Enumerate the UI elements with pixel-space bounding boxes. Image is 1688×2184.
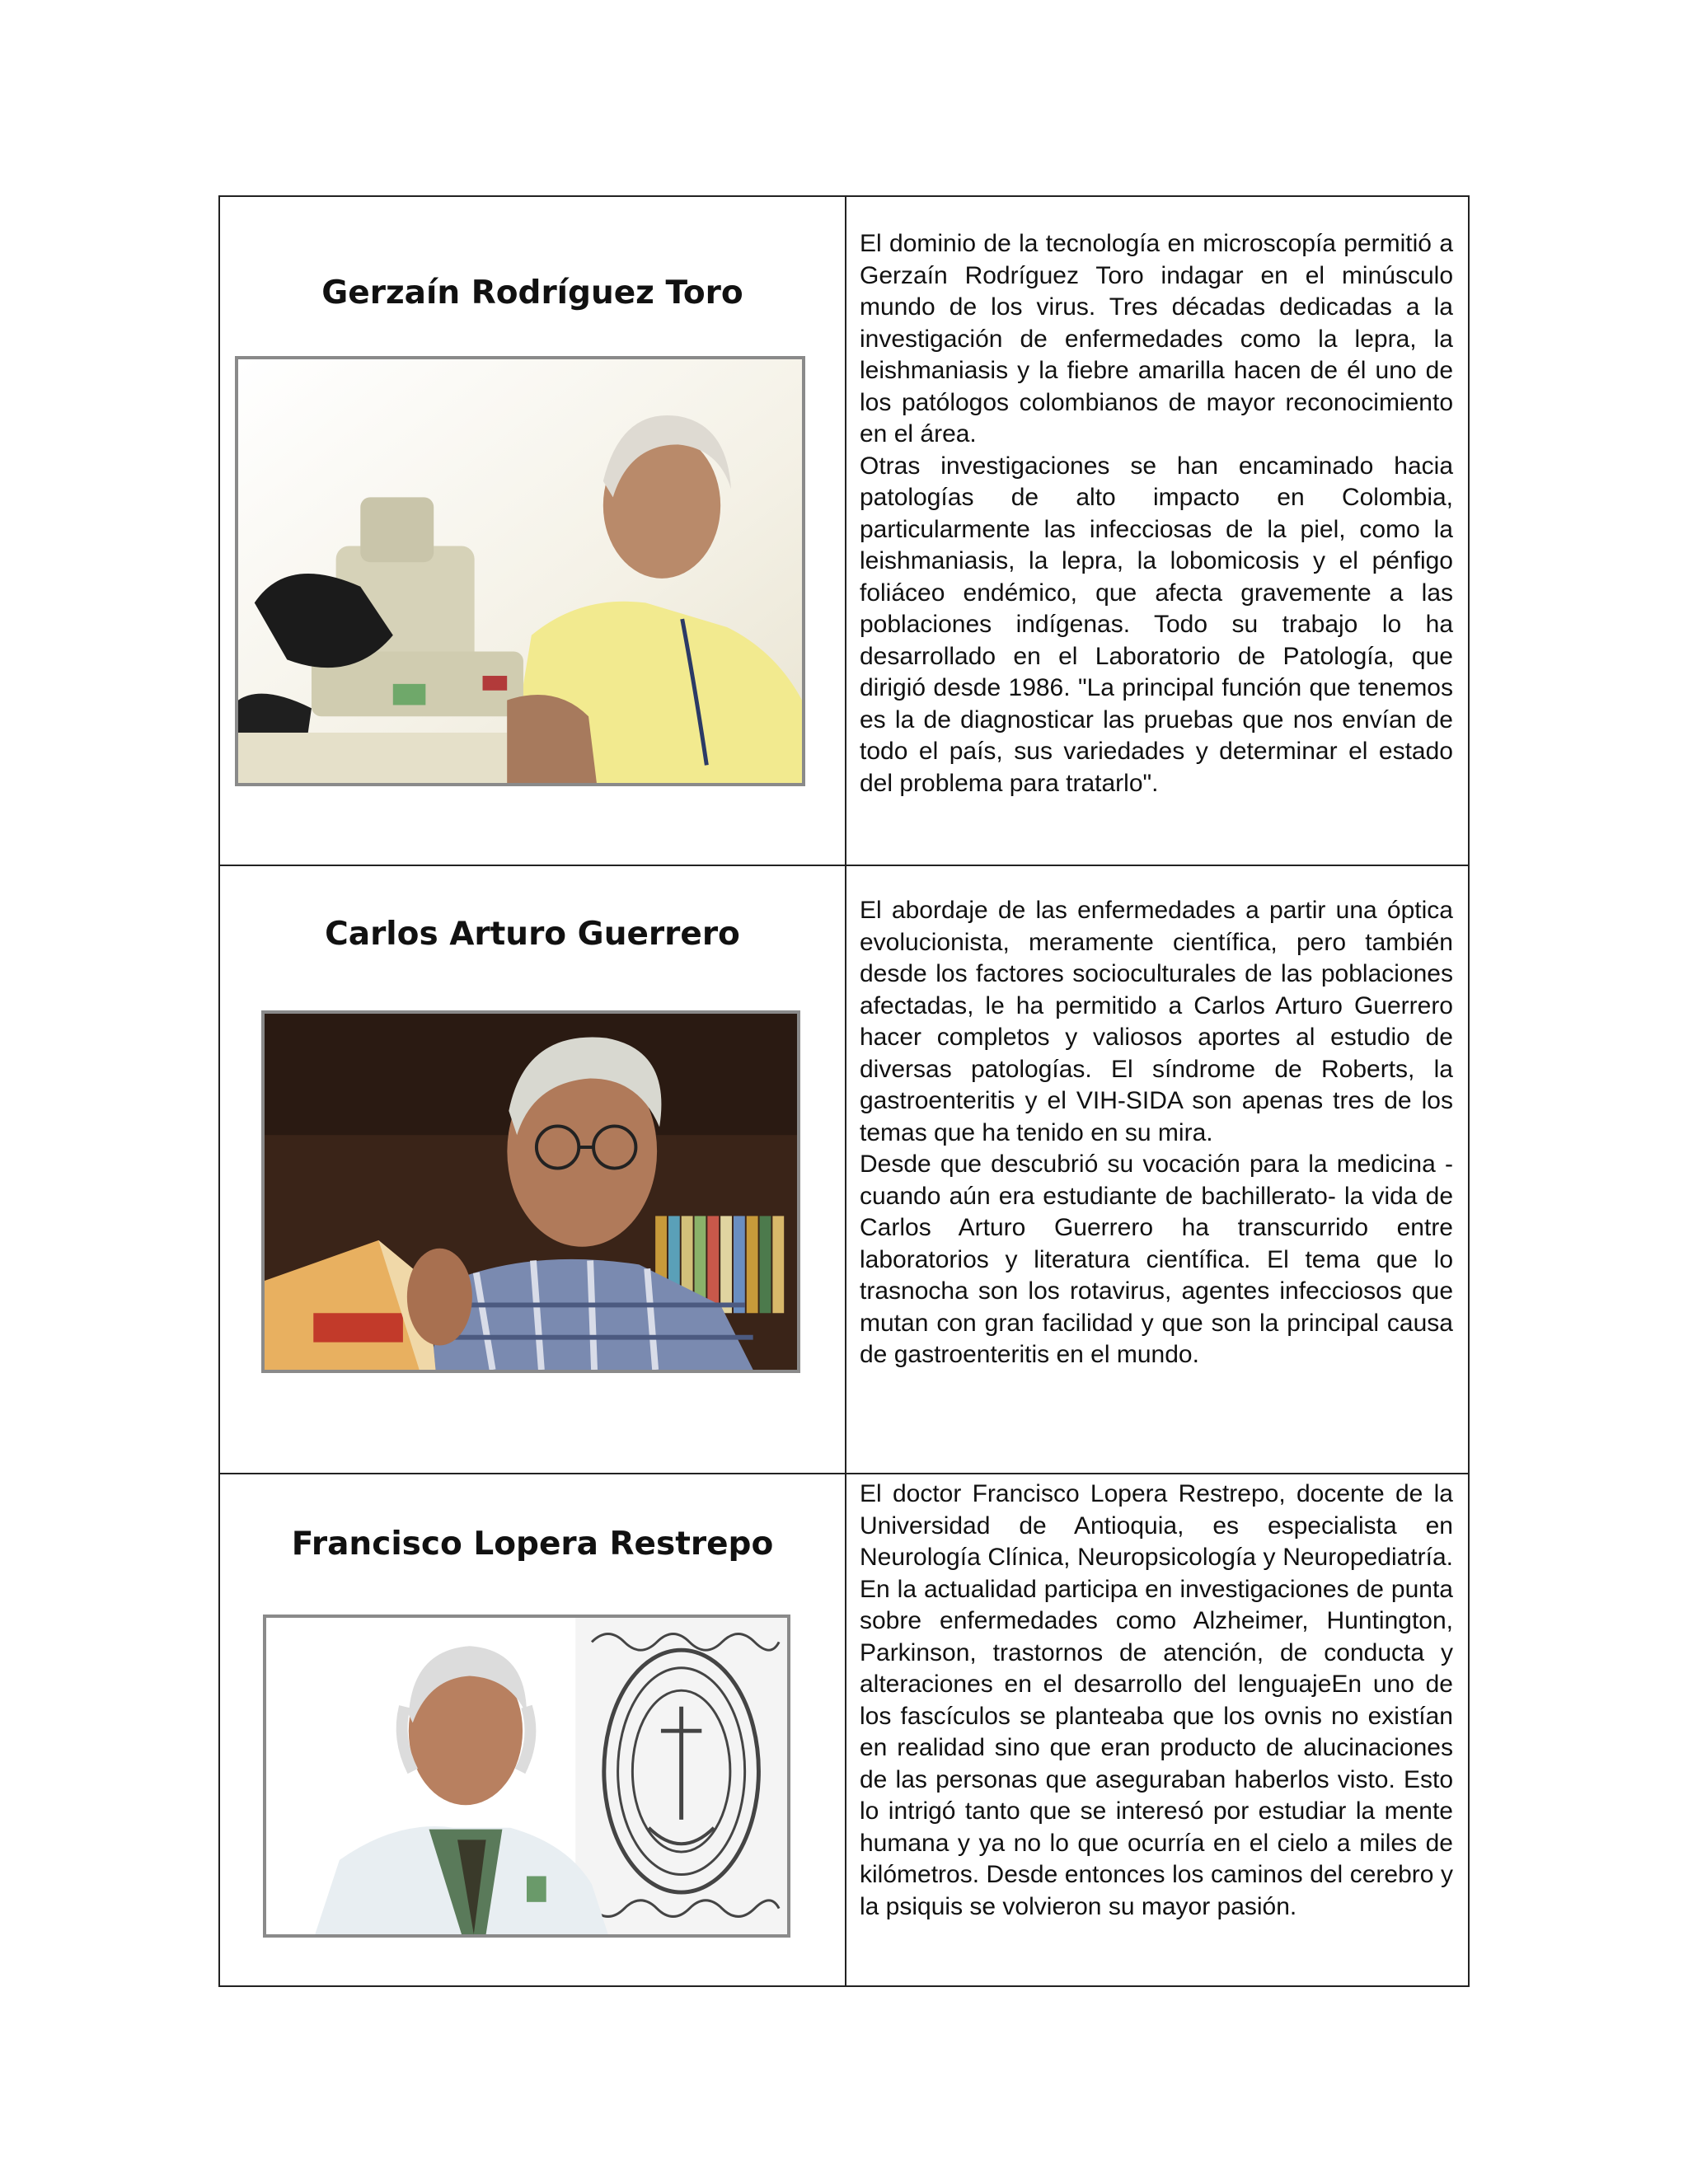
profile-left-cell — [220, 1474, 846, 1985]
profile-row — [220, 865, 1468, 1473]
profile-bio — [860, 1474, 1453, 1923]
profile-name: Francisco Lopera Restrepo — [291, 1526, 774, 1563]
man-reading-book-photo — [261, 1010, 800, 1373]
bio-paragraph: Desde que descubrió su vocación para la medicina -cuando aún era estudiante de bachillerato- la vida de Carlos Arturo Guerrero ha transcurrido entre laboratorios y literatura científica. El tema que lo trasnocha son los rotavirus, agentes infecciosos que mutan con gran facilidad y que son la principal causa de gastroenteritis en el mundo. — [860, 1151, 1453, 1368]
profile-bio — [860, 866, 1453, 1371]
bio-paragraph: El abordaje de las enfermedades a partir una óptica evolucionista, meramente científica, pero también desde los factores socioculturales de las poblaciones afectadas, le ha permitido a Carlos Arturo Guerrero hacer completos y valiosos aportes al estudio de diversas patologías. El síndrome de Roberts, la gastroenteritis y el VIH-SIDA son apenas tres de los temas que ha tenido en su mira. — [860, 897, 1453, 1146]
profile-row — [220, 1473, 1468, 1985]
profile-left-cell — [220, 866, 846, 1473]
profile-right-cell — [846, 866, 1468, 1473]
profiles-table — [218, 195, 1470, 1987]
bio-paragraph: Otras investigaciones se han encaminado hacia patologías de alto impacto en Colombia, particularmente las infecciosas de la piel, como la leishmaniasis, la lepra, la lobomicosis y el pénfigo foliáceo endémico, que afecta gravemente a las poblaciones indígenas. Todo su trabajo lo ha desarrollado en el Laboratorio de Patología, que dirigió desde 1986. "La principal función que tenemos es la de diagnosticar las pruebas que nos envían de todo el país, sus variedades y determinar el estado del problema para tratarlo". — [860, 452, 1453, 797]
bio-paragraph: El dominio de la tecnología en microscopía permitió a Gerzaín Rodríguez Toro indagar en el minúsculo mundo de los virus. Tres décadas dedicadas a la investigación de enfermedades como la lepra, la leishmaniasis y la fiebre amarilla hacen de él uno de los patólogos colombianos de mayor reconocimiento en el área. — [860, 230, 1453, 448]
profile-bio — [860, 197, 1453, 799]
profile-right-cell — [846, 1474, 1468, 1985]
profile-row — [220, 197, 1468, 865]
bio-paragraph: El doctor Francisco Lopera Restrepo, docente de la Universidad de Antioquia, es especialista en Neurología Clínica, Neuropsicología y Neuropediatría. En la actualidad participa en investigaciones de punta sobre enfermedades como Alzheimer, Huntington, Parkinson, trastornos de atención, de conducta y alteraciones en el desarrollo del lenguajeEn uno de los fascículos se planteaba que los ovnis no existían en realidad sino que eran producto de alucinaciones de las personas que aseguraban haberlos visto. Esto lo intrigó tanto que se interesó por estudiar la mente humana y ya no lo que ocurría en el cielo a miles de kilómetros. Desde entonces los caminos del cerebro y la psiquis se volvieron su mayor pasión. — [860, 1480, 1453, 1920]
profile-right-cell — [846, 197, 1468, 865]
profile-left-cell — [220, 197, 846, 865]
profile-name: Gerzaín Rodríguez Toro — [321, 274, 743, 312]
doctor-with-university-seal-photo — [263, 1615, 790, 1938]
profile-name: Carlos Arturo Guerrero — [325, 916, 740, 953]
scientist-with-microscope-photo — [235, 356, 805, 786]
